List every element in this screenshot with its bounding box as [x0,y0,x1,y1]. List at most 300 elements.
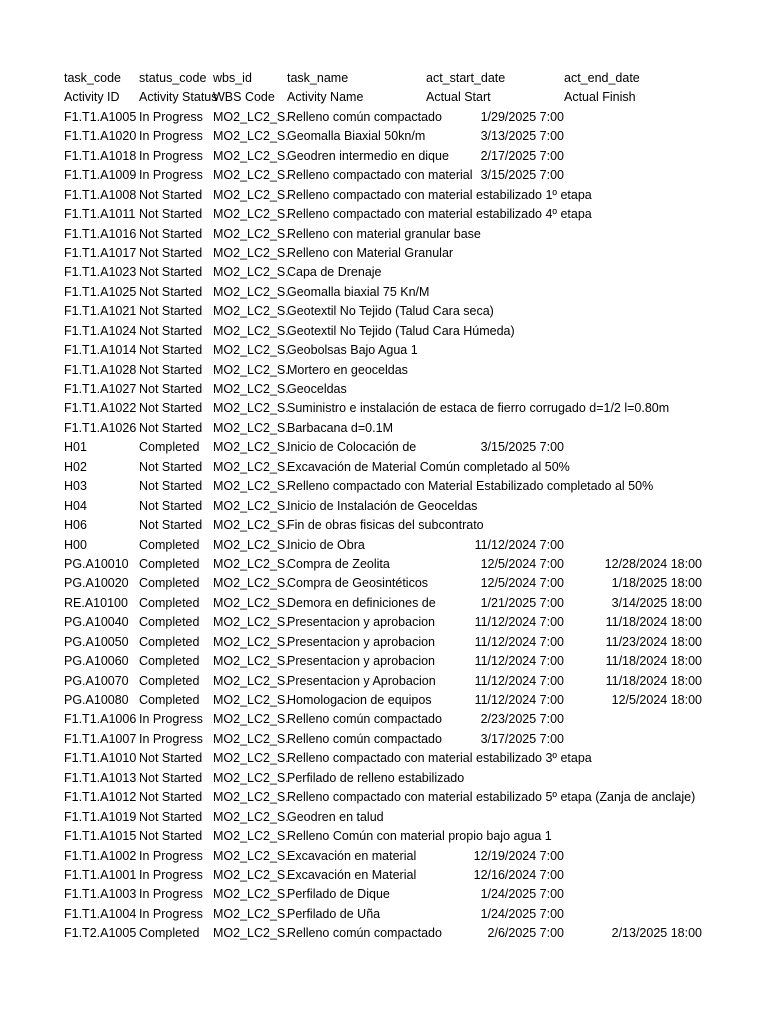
start-date-cell[interactable]: 1/24/2025 7:00 [480,887,564,902]
start-date-cell[interactable]: 2/23/2025 7:00 [480,712,564,727]
task-name-cell[interactable]: Presentacion y Aprobacion [287,673,436,688]
task-code-cell[interactable]: PG.A10070 [64,673,129,688]
task-code-cell[interactable]: RE.A10100 [64,595,128,610]
end-date-cell[interactable]: 3/14/2025 18:00 [611,595,702,610]
table-row [64,866,768,885]
task-code-cell[interactable]: F1.T1.A1018 [64,148,137,163]
status-cell[interactable]: Not Started [139,420,203,435]
wbs-cell[interactable]: MO2_LC2_S. [213,148,289,163]
status-cell[interactable]: Not Started [139,265,203,280]
status-cell[interactable]: In Progress [139,731,203,746]
start-date-cell[interactable] [426,341,564,360]
start-date-cell[interactable]: 1/29/2025 7:00 [480,109,564,124]
status-cell[interactable]: Completed [139,693,200,707]
table-row [64,399,768,418]
task-code-cell[interactable]: F1.T1.A1004 [64,906,137,921]
task-code-cell[interactable]: F1.T1.A1014 [64,343,137,358]
task-code-cell[interactable]: PG.A10020 [64,576,129,591]
table-row [64,633,768,652]
end-date-cell[interactable] [564,186,702,205]
task-code-cell[interactable]: F1.T1.A1019 [64,809,137,824]
status-cell[interactable]: Completed [139,440,200,455]
start-date-cell[interactable]: 2/6/2025 7:00 [487,926,564,941]
end-date-cell[interactable] [564,749,702,768]
wbs-cell[interactable]: MO2_LC2_S. [213,848,289,863]
header-cell[interactable]: Activity Status [139,90,218,105]
task-name-cell[interactable]: Fin de obras fisicas del subcontrato [287,518,484,533]
end-date-cell[interactable] [564,438,702,457]
end-date-cell[interactable] [564,905,702,924]
status-cell[interactable]: Not Started [139,459,203,474]
wbs-cell[interactable]: MO2_LC2_S. [213,440,289,455]
start-date-cell[interactable] [426,186,564,205]
end-date-cell[interactable] [564,710,702,729]
status-cell[interactable]: Not Started [139,362,203,377]
table-row [64,341,768,360]
wbs-cell[interactable]: MO2_LC2_S. [213,673,289,688]
task-code-cell[interactable]: H01 [64,440,87,455]
start-date-cell[interactable]: 1/21/2025 7:00 [480,595,564,610]
header-cell[interactable]: Activity ID [64,90,120,105]
end-date-cell[interactable] [564,263,702,282]
start-date-cell[interactable]: 11/12/2024 7:00 [474,615,564,630]
wbs-cell[interactable]: MO2_LC2_S. [213,906,289,921]
wbs-cell[interactable]: MO2_LC2_S. [213,323,289,338]
end-date-cell[interactable] [564,827,702,846]
wbs-cell[interactable]: MO2_LC2_S. [213,693,289,707]
start-date-cell[interactable] [426,749,564,768]
table-row [64,613,768,632]
task-name-cell[interactable]: Mortero en geoceldas [287,362,408,377]
header-cell[interactable]: Activity Name [287,90,364,105]
end-date-cell[interactable] [564,866,702,885]
task-code-cell[interactable]: H03 [64,479,87,494]
task-code-cell[interactable]: F1.T1.A1009 [64,168,137,183]
end-date-cell[interactable]: 2/13/2025 18:00 [611,926,702,941]
task-name-cell[interactable]: Geomalla biaxial 75 Kn/M [287,284,430,299]
start-date-cell[interactable]: 12/19/2024 7:00 [473,848,564,863]
status-cell[interactable]: Not Started [139,284,203,299]
status-cell[interactable]: Not Started [139,226,203,241]
header-cell[interactable]: Actual Finish [564,90,636,105]
start-date-cell[interactable] [426,827,564,846]
status-cell[interactable]: Not Started [139,382,203,396]
wbs-cell[interactable]: MO2_LC2_S. [213,187,289,202]
status-cell[interactable]: Not Started [139,809,203,824]
task-name-cell[interactable]: Presentacion y aprobacion [287,615,436,630]
start-date-cell[interactable]: 12/16/2024 7:00 [473,867,564,882]
table-row [64,225,768,244]
task-code-cell[interactable]: PG.A10010 [64,556,129,571]
start-date-cell[interactable] [426,769,564,788]
header-cell[interactable]: wbs_id [213,71,252,85]
task-name-cell[interactable]: Excavación de Material Común completado al 50% [287,459,570,474]
header-cell[interactable]: status_code [139,71,207,85]
status-cell[interactable]: In Progress [139,867,203,882]
task-code-cell[interactable]: F1.T2.A1005 [64,926,137,941]
table-row [64,691,768,710]
end-date-cell[interactable] [564,419,702,438]
end-date-cell[interactable] [564,302,702,321]
end-date-cell[interactable] [564,244,702,263]
table-row [64,827,768,846]
task-code-cell[interactable]: F1.T1.A1016 [64,226,137,241]
status-cell[interactable]: Not Started [139,304,203,319]
task-name-cell[interactable]: Perfilado de Uña [287,906,381,921]
table-row [64,477,768,496]
wbs-cell[interactable]: MO2_LC2_S. [213,829,289,844]
task-code-cell[interactable]: F1.T1.A1010 [64,751,137,766]
end-date-cell[interactable] [564,108,702,127]
start-date-cell[interactable] [426,788,564,807]
status-cell[interactable]: In Progress [139,148,203,163]
start-date-cell[interactable] [426,225,564,244]
task-name-cell[interactable]: Geomalla Biaxial 50kn/m [287,129,426,144]
end-date-cell[interactable] [564,399,702,418]
task-name-cell[interactable]: Relleno con material granular base [287,226,481,241]
status-cell[interactable]: Completed [139,556,200,571]
task-name-cell[interactable]: Geotextil No Tejido (Talud Cara seca) [287,304,494,319]
task-name-cell[interactable]: Excavación en Material [287,867,417,882]
wbs-cell[interactable]: MO2_LC2_S. [213,615,289,630]
table-row [64,108,768,127]
task-code-cell[interactable]: PG.A10060 [64,654,129,669]
end-date-cell[interactable] [564,205,702,224]
wbs-cell[interactable]: MO2_LC2_S. [213,284,289,299]
table-row [64,244,768,263]
task-code-cell[interactable]: F1.T1.A1013 [64,770,137,785]
task-code-cell[interactable]: F1.T1.A1025 [64,284,137,299]
status-cell[interactable]: Not Started [139,343,203,358]
header-cell[interactable]: Actual Start [426,90,491,105]
table-row [64,536,768,555]
end-date-cell[interactable]: 12/28/2024 18:00 [604,556,702,571]
status-cell[interactable]: Not Started [139,751,203,766]
end-date-cell[interactable] [564,808,702,827]
task-name-cell[interactable]: Relleno común compactado [287,731,442,746]
task-name-cell[interactable]: Barbacana d=0.1M [287,420,393,435]
task-name-cell[interactable]: Presentacion y aprobacion [287,654,436,669]
wbs-cell[interactable]: MO2_LC2_S. [213,304,289,319]
task-name-cell[interactable]: Relleno compactado con Material Estabilizado completado al 50% [287,479,654,494]
task-name-cell[interactable]: Relleno común compactado [287,926,442,941]
start-date-cell[interactable] [426,380,564,399]
wbs-cell[interactable]: MO2_LC2_S. [213,459,289,474]
wbs-cell[interactable]: MO2_LC2_S. [213,382,289,396]
end-date-cell[interactable] [564,847,702,866]
status-cell[interactable]: In Progress [139,109,203,124]
start-date-cell[interactable] [426,283,564,302]
start-date-cell[interactable] [426,808,564,827]
start-date-cell[interactable]: 11/12/2024 7:00 [474,693,564,707]
status-cell[interactable]: Not Started [139,518,203,533]
status-cell[interactable]: Not Started [139,498,203,513]
task-code-cell[interactable]: F1.T1.A1022 [64,401,137,416]
task-name-cell[interactable]: Inicio de Colocación de [287,440,417,455]
task-name-cell[interactable]: Perfilado de relleno estabilizado [287,770,465,785]
wbs-cell[interactable]: MO2_LC2_S. [213,634,289,649]
wbs-cell[interactable]: MO2_LC2_S. [213,265,289,280]
task-code-cell[interactable]: F1.T1.A1012 [64,790,137,805]
task-code-cell[interactable]: H00 [64,537,87,552]
status-cell[interactable]: Completed [139,576,200,591]
status-cell[interactable]: Completed [139,615,200,630]
status-cell[interactable]: Completed [139,673,200,688]
end-date-cell[interactable] [564,788,702,807]
wbs-cell[interactable]: MO2_LC2_S. [213,518,289,533]
wbs-cell[interactable]: MO2_LC2_S. [213,420,289,435]
wbs-cell[interactable]: MO2_LC2_S. [213,129,289,144]
start-date-cell[interactable]: 3/13/2025 7:00 [480,129,564,144]
wbs-cell[interactable]: MO2_LC2_S. [213,809,289,824]
task-name-cell[interactable]: Geoceldas [287,382,347,396]
status-cell[interactable]: Not Started [139,323,203,338]
status-cell[interactable]: In Progress [139,906,203,921]
header-cell[interactable]: WBS Code [213,90,275,105]
wbs-cell[interactable]: MO2_LC2_S. [213,556,289,571]
wbs-cell[interactable]: MO2_LC2_S. [213,751,289,766]
task-name-cell[interactable]: Geobolsas Bajo Agua 1 [287,343,418,358]
start-date-cell[interactable]: 11/12/2024 7:00 [474,634,564,649]
status-cell[interactable]: Completed [139,926,200,941]
start-date-cell[interactable] [426,497,564,516]
task-name-cell[interactable]: Relleno con Material Granular [287,245,454,260]
task-code-cell[interactable]: H02 [64,459,87,474]
task-code-cell[interactable]: PG.A10050 [64,634,129,649]
end-date-cell[interactable] [564,458,702,477]
wbs-cell[interactable]: MO2_LC2_S. [213,479,289,494]
table-row [64,438,768,457]
start-date-cell[interactable]: 2/17/2025 7:00 [480,148,564,163]
table-row [64,263,768,282]
task-name-cell[interactable]: Relleno compactado con material estabilizado 3º etapa [287,751,592,766]
end-date-cell[interactable]: 11/18/2024 18:00 [605,654,702,669]
end-date-cell[interactable]: 1/18/2025 18:00 [611,576,702,591]
end-date-cell[interactable]: 11/18/2024 18:00 [605,673,702,688]
end-date-cell[interactable] [564,380,702,399]
table-row [64,186,768,205]
start-date-cell[interactable] [426,458,564,477]
status-cell[interactable]: Not Started [139,187,203,202]
task-name-cell[interactable]: Relleno Común con material propio bajo agua 1 [287,829,552,844]
task-name-cell[interactable]: Perfilado de Dique [287,887,390,902]
wbs-cell[interactable]: MO2_LC2_S. [213,867,289,882]
end-date-cell[interactable] [564,885,702,904]
task-name-cell[interactable]: Capa de Drenaje [287,265,382,280]
status-cell[interactable]: In Progress [139,129,203,144]
table-row [64,905,768,924]
table-row [64,885,768,904]
task-code-cell[interactable]: F1.T1.A1003 [64,887,137,902]
wbs-cell[interactable]: MO2_LC2_S. [213,343,289,358]
end-date-cell[interactable]: 12/5/2024 18:00 [611,693,702,707]
status-cell[interactable]: Completed [139,654,200,669]
end-date-cell[interactable] [564,361,702,380]
table-row [64,361,768,380]
table-row [64,147,768,166]
task-code-cell[interactable]: F1.T1.A1027 [64,382,137,396]
task-code-cell[interactable]: H06 [64,518,87,533]
table-row [64,672,768,691]
start-date-cell[interactable]: 3/17/2025 7:00 [480,731,564,746]
start-date-cell[interactable]: 11/12/2024 7:00 [474,673,564,688]
task-code-cell[interactable]: F1.T1.A1001 [64,867,137,882]
task-code-cell[interactable]: H04 [64,498,87,513]
status-cell[interactable]: Completed [139,595,200,610]
status-cell[interactable]: Completed [139,537,200,552]
wbs-cell[interactable]: MO2_LC2_S. [213,887,289,902]
task-code-cell[interactable]: PG.A10080 [64,693,129,707]
table-row [64,749,768,768]
status-cell[interactable]: Completed [139,634,200,649]
end-date-cell[interactable] [564,322,702,341]
task-name-cell[interactable]: Relleno común compactado [287,712,442,727]
status-cell[interactable]: Not Started [139,790,203,805]
task-code-cell[interactable]: F1.T1.A1002 [64,848,137,863]
task-name-cell[interactable]: Excavación en material [287,848,417,863]
task-code-cell[interactable]: F1.T1.A1020 [64,129,137,144]
start-date-cell[interactable]: 3/15/2025 7:00 [480,440,564,455]
status-cell[interactable]: In Progress [139,168,203,183]
end-date-cell[interactable] [564,283,702,302]
task-code-cell[interactable]: F1.T1.A1017 [64,245,137,260]
task-name-cell[interactable]: Presentacion y aprobacion [287,634,436,649]
spreadsheet [64,69,768,944]
wbs-cell[interactable]: MO2_LC2_S. [213,595,289,610]
wbs-cell[interactable]: MO2_LC2_S. [213,207,289,222]
table-row [64,458,768,477]
task-name-cell[interactable]: Homologacion de equipos [287,693,432,707]
task-name-cell[interactable]: Geodren en talud [287,809,384,824]
end-date-cell[interactable] [564,536,702,555]
start-date-cell[interactable] [426,419,564,438]
start-date-cell[interactable]: 12/5/2024 7:00 [480,576,564,591]
status-cell[interactable]: Not Started [139,401,203,416]
task-code-cell[interactable]: F1.T1.A1007 [64,731,137,746]
start-date-cell[interactable] [426,361,564,380]
task-code-cell[interactable]: PG.A10040 [64,615,129,630]
table-row [64,127,768,146]
start-date-cell[interactable] [426,244,564,263]
start-date-cell[interactable]: 1/24/2025 7:00 [480,906,564,921]
task-code-cell[interactable]: F1.T1.A1006 [64,712,137,727]
end-date-cell[interactable]: 11/18/2024 18:00 [605,615,702,630]
table-row [64,808,768,827]
start-date-cell[interactable] [426,399,564,418]
end-date-cell[interactable] [564,730,702,749]
task-name-cell[interactable]: Compra de Geosintéticos [287,576,429,591]
wbs-cell[interactable]: MO2_LC2_S. [213,731,289,746]
status-cell[interactable]: Not Started [139,479,203,494]
start-date-cell[interactable]: 12/5/2024 7:00 [480,556,564,571]
start-date-cell[interactable]: 11/12/2024 7:00 [474,537,564,552]
task-name-cell[interactable]: Suministro e instalación de estaca de fierro corrugado d=1/2 l=0.80m [287,401,670,416]
end-date-cell[interactable] [564,497,702,516]
start-date-cell[interactable]: 11/12/2024 7:00 [474,654,564,669]
end-date-cell[interactable] [564,341,702,360]
status-cell[interactable]: Not Started [139,207,203,222]
wbs-cell[interactable]: MO2_LC2_S. [213,109,289,124]
task-name-cell[interactable]: Relleno compactado con material estabilizado 5º etapa (Zanja de anclaje) [287,790,696,805]
task-name-cell[interactable]: Relleno compactado con material estabilizado 4º etapa [287,207,592,222]
start-date-cell[interactable] [426,322,564,341]
task-code-cell[interactable]: F1.T1.A1024 [64,323,137,338]
table-row [64,574,768,593]
task-name-cell[interactable]: Compra de Zeolita [287,556,390,571]
end-date-cell[interactable]: 11/23/2024 18:00 [605,634,702,649]
task-code-cell[interactable]: F1.T1.A1023 [64,265,137,280]
header-cell[interactable]: act_end_date [564,71,640,85]
wbs-cell[interactable]: MO2_LC2_S. [213,245,289,260]
header-cell[interactable]: task_code [64,71,121,85]
end-date-cell[interactable] [564,477,702,496]
task-name-cell[interactable]: Relleno compactado con material estabilizado 1º etapa [287,187,592,202]
end-date-cell[interactable] [564,166,702,185]
task-name-cell[interactable]: Geotextil No Tejido (Talud Cara Húmeda) [287,323,515,338]
task-code-cell[interactable]: F1.T1.A1005 [64,109,137,124]
start-date-cell[interactable] [426,302,564,321]
start-date-cell[interactable] [426,263,564,282]
table-row [64,847,768,866]
start-date-cell[interactable] [426,205,564,224]
task-name-cell[interactable]: Inicio de Obra [287,537,365,552]
table-row [64,555,768,574]
start-date-cell[interactable] [426,516,564,535]
task-name-cell[interactable]: Demora en definiciones de [287,595,436,610]
wbs-cell[interactable]: MO2_LC2_S. [213,790,289,805]
task-code-cell[interactable]: F1.T1.A1021 [64,304,137,319]
end-date-cell[interactable] [564,147,702,166]
task-name-cell[interactable]: Relleno común compactado [287,109,442,124]
task-code-cell[interactable]: F1.T1.A1026 [64,420,137,435]
wbs-cell[interactable]: MO2_LC2_S. [213,712,289,727]
wbs-cell[interactable]: MO2_LC2_S. [213,168,289,183]
end-date-cell[interactable] [564,516,702,535]
end-date-cell[interactable] [564,225,702,244]
status-cell[interactable]: Not Started [139,829,203,844]
wbs-cell[interactable]: MO2_LC2_S. [213,537,289,552]
wbs-cell[interactable]: MO2_LC2_S. [213,770,289,785]
task-name-cell[interactable]: Relleno compactado con material [287,168,473,183]
task-code-cell[interactable]: F1.T1.A1008 [64,187,137,202]
task-name-cell[interactable]: Inicio de Instalación de Geoceldas [287,498,478,513]
wbs-cell[interactable]: MO2_LC2_S. [213,498,289,513]
status-cell[interactable]: In Progress [139,848,203,863]
status-cell[interactable]: Not Started [139,245,203,260]
wbs-cell[interactable]: MO2_LC2_S. [213,576,289,591]
status-cell[interactable]: In Progress [139,712,203,727]
table-row [64,497,768,516]
wbs-cell[interactable]: MO2_LC2_S. [213,401,289,416]
wbs-cell[interactable]: MO2_LC2_S. [213,226,289,241]
end-date-cell[interactable] [564,769,702,788]
status-cell[interactable]: Not Started [139,770,203,785]
wbs-cell[interactable]: MO2_LC2_S. [213,926,289,941]
end-date-cell[interactable] [564,127,702,146]
start-date-cell[interactable] [426,477,564,496]
task-code-cell[interactable]: F1.T1.A1028 [64,362,137,377]
task-name-cell[interactable]: Geodren intermedio en dique [287,148,449,163]
start-date-cell[interactable]: 3/15/2025 7:00 [480,168,564,183]
header-cell[interactable]: task_name [287,71,349,85]
header-cell[interactable]: act_start_date [426,71,506,85]
table-row [64,730,768,749]
wbs-cell[interactable]: MO2_LC2_S. [213,362,289,377]
task-code-cell[interactable]: F1.T1.A1015 [64,829,137,844]
task-code-cell[interactable]: F1.T1.A1011 [64,207,136,222]
wbs-cell[interactable]: MO2_LC2_S. [213,654,289,669]
status-cell[interactable]: In Progress [139,887,203,902]
